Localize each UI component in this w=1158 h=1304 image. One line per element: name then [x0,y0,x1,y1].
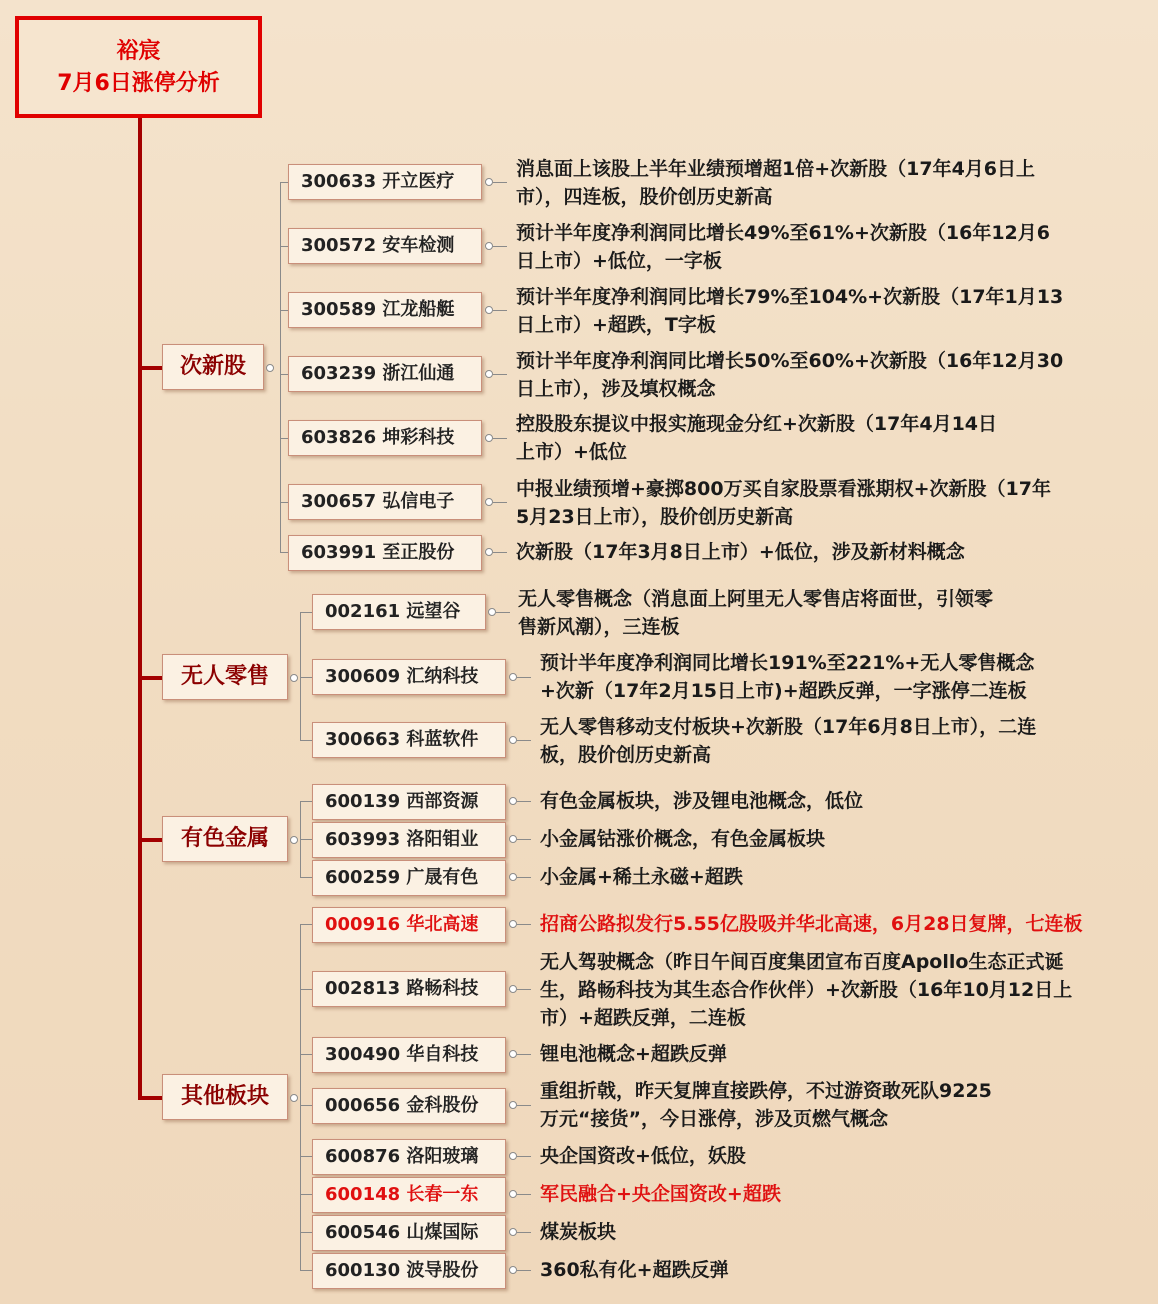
connector-horizontal [300,1105,312,1106]
connector-horizontal [300,1156,312,1157]
connector-horizontal [280,310,288,311]
connector-horizontal [517,839,531,840]
collapse-dot-icon[interactable] [509,1050,517,1058]
connector-horizontal [300,1232,312,1233]
stock-box[interactable] [288,484,482,520]
description-line: 军民融合+央企国资改+超跌 [540,1183,781,1205]
stock-label: 600259 广晟有色 [325,867,479,888]
stock-description [540,649,1034,705]
stock-description [516,538,965,566]
stock-box[interactable] [288,535,482,571]
description-line: 有色金属板块，涉及锂电池概念，低位 [540,790,864,812]
connector-horizontal [300,801,312,802]
connector-horizontal [280,438,288,439]
collapse-dot-icon[interactable] [290,836,298,844]
description-line: 无人驾驶概念（昨日午间百度集团宣布百度Apollo生态正式诞 [540,951,1064,973]
stock-description [516,219,1050,275]
stock-label: 603993 洛阳钼业 [325,829,479,850]
stock-description [540,1040,727,1068]
stock-box[interactable] [312,1139,506,1175]
description-line: 央企国资改+低位，妖股 [540,1145,746,1167]
connector-horizontal [517,924,531,925]
description-line: 日上市）+超跌，T字板 [516,314,716,336]
connector-horizontal [517,1270,531,1271]
stock-description [540,1077,992,1133]
connector-horizontal [493,310,507,311]
root-title-line2: 7月6日涨停分析 [57,71,220,96]
stock-description [540,713,1036,769]
connector-vertical [280,182,281,552]
stock-description [540,1256,729,1284]
description-line: 控股股东提议中报实施现金分红+次新股（17年4月14日 [516,413,998,435]
stock-box[interactable] [312,1215,506,1251]
connector-horizontal [517,801,531,802]
connector-horizontal [300,877,312,878]
stock-description-highlighted [540,1180,781,1208]
stock-description [516,410,997,466]
stock-box[interactable] [312,594,486,630]
main-trunk-line [138,118,142,1098]
stock-description [516,475,1051,531]
connector-horizontal [517,1232,531,1233]
stock-box[interactable] [312,659,506,695]
stock-box[interactable] [288,228,482,264]
connector-horizontal [517,677,531,678]
connector-horizontal [300,839,312,840]
stock-label: 600546 山煤国际 [325,1222,479,1243]
connector-horizontal [280,182,288,183]
description-line: 日上市）+低位，一字板 [516,250,722,272]
description-line: 预计半年度净利润同比增长49%至61%+次新股（16年12月6 [516,222,1050,244]
connector-vertical [300,924,301,1270]
description-line: 生，路畅科技为其生态合作伙伴）+次新股（16年10月12日上 [540,979,1073,1001]
collapse-dot-icon[interactable] [485,370,493,378]
stock-description [540,787,863,815]
connector-horizontal [300,1054,312,1055]
connector-horizontal [300,1194,312,1195]
category-box-nonferrous[interactable] [162,816,288,862]
stock-box[interactable] [312,1088,506,1124]
category-label: 次新股 [179,354,246,379]
description-line: 售新风潮），三连板 [518,616,680,638]
connector-horizontal [280,552,288,553]
stock-description [518,585,993,641]
stock-label: 603239 浙江仙通 [301,363,455,384]
stock-label: 002161 远望谷 [325,601,461,622]
description-line: 重组折戟，昨天复牌直接跌停，不过游资敢死队9225 [540,1080,992,1102]
collapse-dot-icon[interactable] [509,1152,517,1160]
description-line: 小金属+稀土永磁+超跌 [540,866,743,888]
stock-label: 300657 弘信电子 [301,491,455,512]
connector-horizontal [517,1156,531,1157]
collapse-dot-icon[interactable] [290,1094,298,1102]
stock-label: 300572 安车检测 [301,235,455,256]
description-line: 煤炭板块 [540,1221,617,1243]
collapse-dot-icon[interactable] [290,674,298,682]
stock-label: 600139 西部资源 [325,791,479,812]
connector-horizontal [280,246,288,247]
branch-line-cat-2 [138,838,162,842]
stock-box[interactable] [312,722,506,758]
stock-label: 002813 路畅科技 [325,978,479,999]
description-line: 无人零售概念（消息面上阿里无人零售店将面世，引领零 [518,588,994,610]
connector-horizontal [517,989,531,990]
description-line: 锂电池概念+超跌反弹 [540,1043,727,1065]
description-line: 日上市），涉及填权概念 [516,378,716,400]
stock-box[interactable] [288,164,482,200]
description-line: 市），四连板，股价创历史新高 [516,186,773,208]
stock-box[interactable] [312,1037,506,1073]
stock-description [540,863,743,891]
connector-horizontal [300,924,312,925]
branch-line-cat-3 [138,1096,162,1100]
description-line: 招商公路拟发行5.55亿股吸并华北高速，6月28日复牌，七连板 [540,913,1083,935]
connector-horizontal [517,1105,531,1106]
stock-box[interactable] [288,420,482,456]
connector-horizontal [493,246,507,247]
connector-horizontal [517,877,531,878]
stock-box[interactable] [288,356,482,392]
collapse-dot-icon[interactable] [509,920,517,928]
stock-box[interactable] [312,971,506,1007]
stock-box-highlighted[interactable] [312,1177,506,1213]
description-line: 预计半年度净利润同比增长191%至221%+无人零售概念 [540,652,1035,674]
stock-box[interactable] [312,822,506,858]
stock-label: 300589 江龙船艇 [301,299,455,320]
stock-description [516,155,1035,211]
stock-description-highlighted [540,910,1083,938]
connector-horizontal [493,182,507,183]
stock-label: 300663 科蓝软件 [325,729,479,750]
collapse-dot-icon[interactable] [485,306,493,314]
stock-description [516,347,1063,403]
collapse-dot-icon[interactable] [509,1266,517,1274]
collapse-dot-icon[interactable] [488,608,496,616]
description-line: 次新股（17年3月8日上市）+低位，涉及新材料概念 [516,541,965,563]
stock-label: 000656 金科股份 [325,1095,479,1116]
collapse-dot-icon[interactable] [485,548,493,556]
connector-horizontal [517,740,531,741]
description-line: 无人零售移动支付板块+次新股（17年6月8日上市），二连 [540,716,1037,738]
collapse-dot-icon[interactable] [509,1190,517,1198]
collapse-dot-icon[interactable] [485,434,493,442]
stock-box[interactable] [312,860,506,896]
connector-horizontal [517,1194,531,1195]
branch-line-cat-0 [138,366,162,370]
collapse-dot-icon[interactable] [485,242,493,250]
category-label: 有色金属 [180,826,269,851]
stock-label: 603826 坤彩科技 [301,427,455,448]
collapse-dot-icon[interactable] [509,797,517,805]
connector-horizontal [280,374,288,375]
description-line: 预计半年度净利润同比增长79%至104%+次新股（17年1月13 [516,286,1064,308]
stock-description [540,1142,746,1170]
category-box-unmanned-retail[interactable] [162,654,288,700]
collapse-dot-icon[interactable] [266,364,274,372]
connector-horizontal [496,612,510,613]
connector-horizontal [300,740,312,741]
description-line: 5月23日上市），股价创历史新高 [516,506,794,528]
stock-description [540,825,825,853]
connector-vertical [300,612,301,740]
connector-horizontal [493,502,507,503]
stock-label: 600148 长春一东 [325,1184,479,1205]
stock-label: 000916 华北高速 [325,914,479,935]
stock-box-highlighted[interactable] [312,907,506,943]
connector-horizontal [493,552,507,553]
stock-box[interactable] [288,292,482,328]
description-line: 上市）+低位 [516,441,627,463]
category-box-cinew[interactable] [162,344,264,390]
description-line: 板，股价创历史新高 [540,744,712,766]
stock-label: 603991 至正股份 [301,542,455,563]
connector-horizontal [300,677,312,678]
collapse-dot-icon[interactable] [509,985,517,993]
description-line: 小金属钴涨价概念，有色金属板块 [540,828,826,850]
description-line: 市）+超跌反弹，二连板 [540,1007,746,1029]
stock-description [540,948,1072,1032]
stock-box[interactable] [312,784,506,820]
collapse-dot-icon[interactable] [509,1101,517,1109]
connector-horizontal [517,1054,531,1055]
branch-line-cat-1 [138,676,162,680]
collapse-dot-icon[interactable] [509,736,517,744]
category-label: 其他板块 [180,1084,269,1109]
connector-horizontal [493,438,507,439]
connector-horizontal [280,502,288,503]
description-line: 中报业绩预增+豪掷800万买自家股票看涨期权+次新股（17年 [516,478,1051,500]
root-title-box [15,16,262,118]
category-label: 无人零售 [180,664,269,689]
collapse-dot-icon[interactable] [485,498,493,506]
description-line: 消息面上该股上半年业绩预增超1倍+次新股（17年4月6日上 [516,158,1036,180]
collapse-dot-icon[interactable] [509,673,517,681]
connector-horizontal [300,612,312,613]
category-box-others[interactable] [162,1074,288,1120]
connector-horizontal [300,1270,312,1271]
stock-label: 600130 波导股份 [325,1260,479,1281]
stock-description [516,283,1063,339]
stock-box[interactable] [312,1253,506,1289]
collapse-dot-icon[interactable] [509,1228,517,1236]
description-line: 360私有化+超跌反弹 [540,1259,729,1281]
stock-label: 300490 华自科技 [325,1044,479,1065]
connector-horizontal [300,989,312,990]
collapse-dot-icon[interactable] [509,835,517,843]
description-line: +次新（17年2月15日上市)+超跌反弹，一字涨停二连板 [540,680,1027,702]
connector-horizontal [493,374,507,375]
description-line: 万元“接货”，今日涨停，涉及页燃气概念 [540,1108,888,1130]
stock-label: 600876 洛阳玻璃 [325,1146,479,1167]
stock-label: 300609 汇纳科技 [325,666,479,687]
root-title-line1: 裕宸 [116,39,161,64]
stock-description [540,1218,616,1246]
collapse-dot-icon[interactable] [485,178,493,186]
collapse-dot-icon[interactable] [509,873,517,881]
description-line: 预计半年度净利润同比增长50%至60%+次新股（16年12月30 [516,350,1064,372]
stock-label: 300633 开立医疗 [301,171,455,192]
